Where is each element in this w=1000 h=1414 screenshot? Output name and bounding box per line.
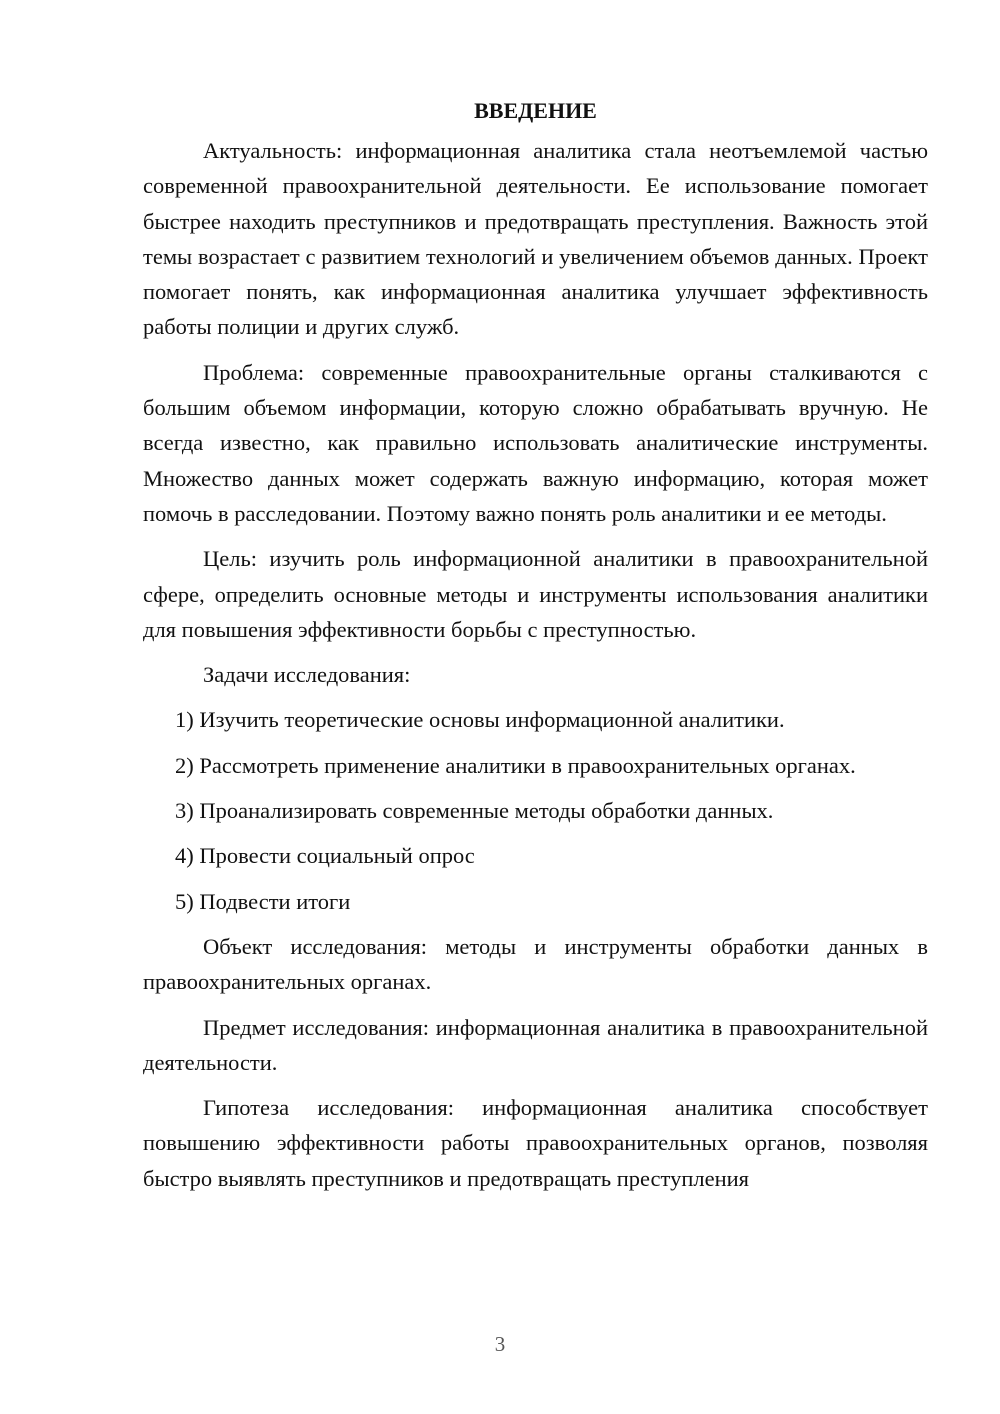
paragraph-hypothesis: Гипотеза исследования: информационная аналитика способствует повышению эффективности работы правоохранительных органов, позволяя быстро выявлять преступников и предотвращать преступления <box>143 1095 928 1191</box>
task-item: 2) Рассмотреть применение аналитики в правоохранительных органах. <box>175 752 856 778</box>
task-item: 5) Подвести итоги <box>175 888 351 914</box>
task-item: 1) Изучить теоретические основы информационной аналитики. <box>175 707 785 733</box>
paragraph-goal: Цель: изучить роль информационной аналитики в правоохранительной сфере, определить основные методы и инструменты использования аналитики для повышения эффективности борьбы с преступностью. <box>143 546 928 642</box>
page-content <box>143 93 928 1206</box>
task-item: 4) Провести социальный опрос <box>175 843 475 869</box>
tasks-label: Задачи исследования: <box>203 662 411 688</box>
paragraph-subject: Предмет исследования: информационная аналитика в правоохранительной деятельности. <box>143 1014 928 1075</box>
paragraph-problem: Проблема: современные правоохранительные органы сталкиваются с большим объемом информации, которую сложно обрабатывать вручную. Не всегда известно, как правильно использовать аналитические инструменты. Множество данных может содержать важную информацию, которая может помочь в расследовании. Поэтому важно понять роль аналитики и ее методы. <box>143 359 928 526</box>
paragraph-relevance: Актуальность: информационная аналитика стала неотъемлемой частью современной правоохранительной деятельности. Ее использование помогает быстрее находить преступников и предотвращать преступления. Важность этой темы возрастает с развитием технологий и увеличением объемов данных. Проект помогает понять, как информационная аналитика улучшает эффективность работы полиции и других служб. <box>143 138 928 340</box>
task-item: 3) Проанализировать современные методы обработки данных. <box>175 798 774 824</box>
paragraph-object: Объект исследования: методы и инструменты обработки данных в правоохранительных органах. <box>143 933 928 995</box>
tasks-list <box>143 702 928 918</box>
page-number: 3 <box>494 1332 506 1356</box>
page-heading: ВВЕДЕНИЕ <box>474 98 597 123</box>
